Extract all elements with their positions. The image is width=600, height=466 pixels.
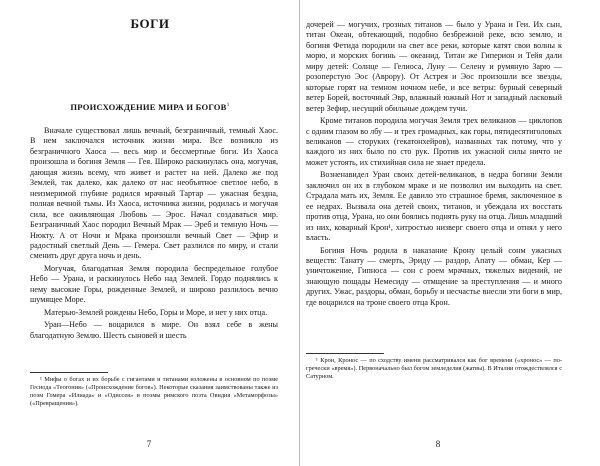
right-body-text <box>306 20 562 308</box>
left-body-text <box>30 126 278 341</box>
footnote-marker: 1 <box>226 102 230 109</box>
paragraph: Возненавидел Уран своих детей-великанов, в недра богини Земли заключил он их в глубоком мраке и не позволил им выходить на свет. Страдала мать их, Земля. Ее давило это страшное бремя, заключенное в ее недрах. Вызвала она детей своих, титанов, и убеждала их восстать против отца, Урана, но они боялись поднять руку на отца. Лишь младший из них, коварный Крон¹, хитростью низверг своего отца и отнял у него власть. <box>306 170 563 243</box>
paragraph: дочерей — могучих, грозных титанов — было у Урана и Геи. Их сын, титан Океан, обтекающий, подобно безбрежной реке, всю землю, и богиня Фетида породили на свет все реки, которые катят свои волны к морю, и морских богинь — океанид. Титан же Гиперион и Тейя дали миру детей: Солнце — Гелиоса, Луну — Селену и румяную Зарю — розоперстую Эос (Аврору). От Астрея и Эос произошли все звезды, которые горят на темном ночном небе, и все ветры: бурный северный ветер Борей, восточный Эвр, влажный южный Нот и западный ласковый ветер Зефир, несущий обильные дождем тучи. <box>306 20 562 113</box>
footnote: ¹ Мифы о богах и их борьбе с гигантами и титанами изложены в основном по поэме Гесиода «Теогония» («Происхождение богов»). Некоторые сказания заимствованы также из поэм Гомера «Илиада» и «Одиссея» и поэмы римского поэта Овидия «Метаморфозы» («Превращения»). <box>30 376 278 407</box>
paragraph: Вначале существовал лишь вечный, безграничный, темный Хаос. В нем заключался источник жизни мира. Все возникло из безграничного Хаоса — весь мир и бессмертные боги. Из Хаоса произошла и богиня Земля — Гея. Широко раскинулась она, могучая, дающая жизнь всему, что живет и растет на ней. Далеко же под Землей, так далеко, как далеко от нас необъятное светлое небо, в неизмеримой глубине родился мрачный Тартар — ужасная бездна, полная вечной тьмы. Из Хаоса, источника жизни, родилась и могучая сила, все оживляющая Любовь — Эрос. Начал создаваться мир. Безграничный Хаос породил Вечный Мрак — Эреб и темную Ночь — Нюкту. А от Ночи и Мрака произошли вечный Свет — Эфир и радостный светлый День — Гемера. Свет разлился по миру, и стали сменить друг друга ночь и день. <box>30 126 278 261</box>
paragraph: Могучая, благодатная Земля породила беспредельное голубое Небо — Урана, и раскинулось Небо над Землей. Гордо поднялись к нему высокие Горы, рожденные Землей, и широко разлилось вечно шумящее Море. <box>30 263 278 305</box>
page-number: 7 <box>146 439 152 449</box>
chapter-title: БОГИ <box>130 16 170 31</box>
footnote: ¹ Крон, Кронос — по сходству имени рассматривался как бог времени («хронос» — по-гречески «время»). Первоначально был богом земледелия (жатвы). В Италии отождествлялся с Сатурном. <box>306 357 562 380</box>
paragraph: Матерью-Землей рождены Небо, Горы и Море, и нет у них отца. <box>44 307 268 317</box>
section-title-text: ПРОИСХОЖДЕНИЕ МИРА И БОГОВ <box>70 102 227 112</box>
page-number: 8 <box>435 439 441 449</box>
paragraph: Кроме титанов породила могучая Земля трех великанов — циклопов с одним глазом во лбу — и трех громадных, как горы, пятидесятиголовых великанов — сторуких (гекатонхейров), названных так потому, что у каждого из них было по сто рук. Против их ужасной силы ничто не может устоять, их стихийная сила не знает предела. <box>306 116 562 167</box>
paragraph: Богиня Ночь родила в наказание Крону целый сонм ужасных веществ: Танату — смерть, Эриду — раздор, Апату — обман, Кер — уничтожение, Гипноса — сон с роем мрачных, тяжелых видений, не знающую пощады Немесиду — отмщение за преступления — и много других. Ужас, раздоры, обман, борьбу и несчастье внесли эти боги в мир, где воцарился на троне своего отца Крон. <box>306 245 562 307</box>
paragraph: Уран—Небо — воцарился в мире. Он взял себе в жены благодатную Землю. Шесть сыновей и шесть <box>30 320 278 340</box>
section-title <box>30 102 270 112</box>
footnote-divider <box>306 353 384 354</box>
footnote-divider <box>30 372 108 373</box>
